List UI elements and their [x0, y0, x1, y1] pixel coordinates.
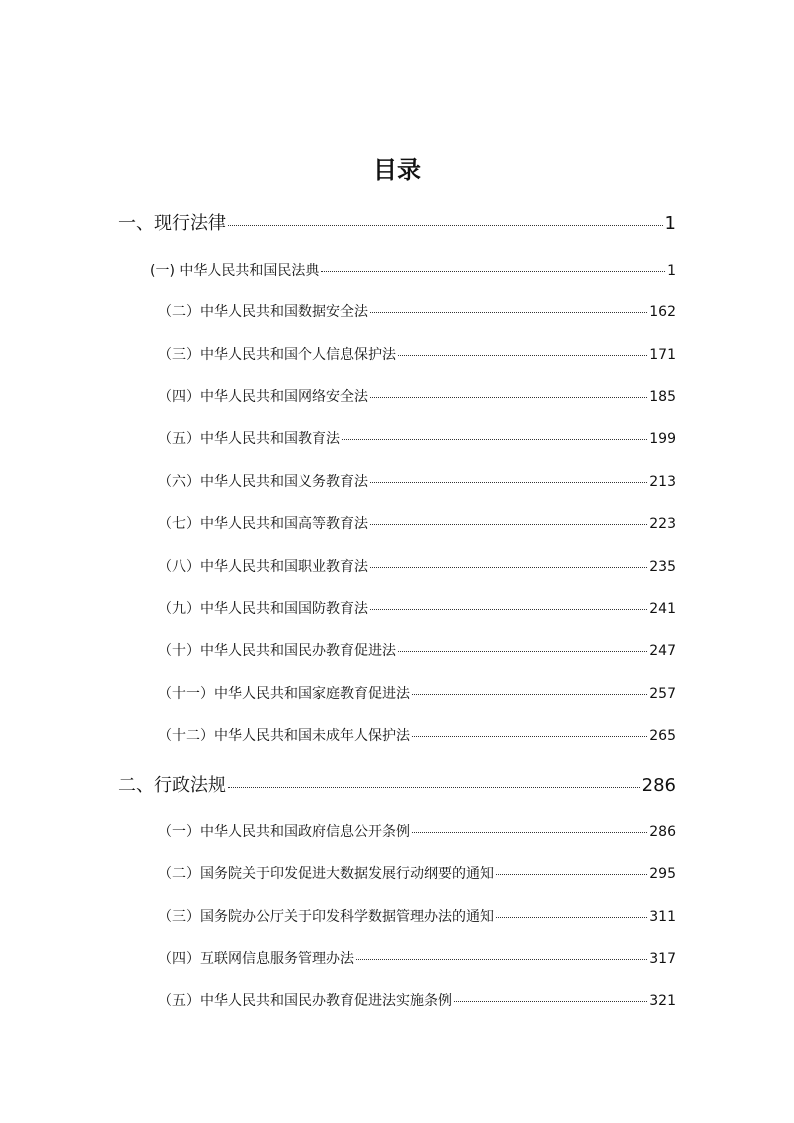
toc-item[interactable]	[158, 949, 676, 969]
toc-item[interactable]	[158, 684, 676, 704]
toc-item[interactable]	[158, 822, 676, 842]
toc-item-label: （九）中华人民共和国国防教育法	[158, 601, 368, 617]
toc-section-label: 二、行政法规	[118, 775, 226, 796]
toc-item-label: （五）中华人民共和国民办教育促进法实施条例	[158, 993, 452, 1009]
toc-item[interactable]	[158, 641, 676, 661]
toc-page-number: 265	[649, 728, 676, 744]
dot-leader	[321, 271, 665, 272]
toc-item-label: (一) 中华人民共和国民法典	[150, 263, 320, 279]
toc-item-label: （十）中华人民共和国民办教育促进法	[158, 643, 396, 659]
toc-item[interactable]	[158, 429, 676, 449]
dot-leader	[496, 874, 647, 875]
toc-page-number: 321	[649, 993, 676, 1009]
dot-leader	[370, 312, 647, 313]
toc-item-label: （二）中华人民共和国数据安全法	[158, 304, 368, 320]
toc-page-number: 171	[649, 347, 676, 363]
toc-item-label: （十二）中华人民共和国未成年人保护法	[158, 728, 410, 744]
dot-leader	[496, 917, 647, 918]
toc-item-label: （四）互联网信息服务管理办法	[158, 951, 354, 967]
toc-page-number: 311	[649, 909, 676, 925]
dot-leader	[398, 355, 647, 356]
toc-item-label: （五）中华人民共和国教育法	[158, 431, 340, 447]
dot-leader	[370, 609, 647, 610]
dot-leader	[412, 832, 647, 833]
toc-page-number: 257	[649, 686, 676, 702]
toc-page-number: 199	[649, 431, 676, 447]
toc-section-1[interactable]	[118, 212, 676, 236]
dot-leader	[356, 959, 647, 960]
toc-item[interactable]	[158, 514, 676, 534]
toc-page-number: 1	[667, 263, 676, 279]
toc-item-label: （三）中华人民共和国个人信息保护法	[158, 347, 396, 363]
toc-item-label: （六）中华人民共和国义务教育法	[158, 474, 368, 490]
dot-leader	[370, 482, 647, 483]
toc-item[interactable]	[158, 726, 676, 746]
toc-page-number: 213	[649, 474, 676, 490]
toc-item[interactable]	[158, 345, 676, 365]
dot-leader	[412, 736, 647, 737]
toc-item[interactable]	[158, 557, 676, 577]
dot-leader	[398, 651, 647, 652]
toc-page-number: 185	[649, 389, 676, 405]
toc-item-label: （二）国务院关于印发促进大数据发展行动纲要的通知	[158, 866, 494, 882]
dot-leader	[342, 439, 647, 440]
toc-page-number: 223	[649, 516, 676, 532]
toc-item-label: （四）中华人民共和国网络安全法	[158, 389, 368, 405]
toc-item[interactable]	[158, 387, 676, 407]
toc-section-2[interactable]	[118, 774, 676, 798]
dot-leader	[228, 787, 640, 788]
toc-page-number: 162	[649, 304, 676, 320]
dot-leader	[412, 694, 647, 695]
toc-item-label: （一）中华人民共和国政府信息公开条例	[158, 824, 410, 840]
toc-item-label: （三）国务院办公厅关于印发科学数据管理办法的通知	[158, 909, 494, 925]
toc-item-label: （十一）中华人民共和国家庭教育促进法	[158, 686, 410, 702]
toc-item-label: （八）中华人民共和国职业教育法	[158, 559, 368, 575]
toc-page-number: 1	[664, 213, 676, 234]
toc-section-label: 一、现行法律	[118, 213, 226, 234]
toc-item-label: （七）中华人民共和国高等教育法	[158, 516, 368, 532]
toc-page-number: 286	[641, 775, 676, 796]
toc-item[interactable]	[150, 261, 676, 281]
toc-page-number: 247	[649, 643, 676, 659]
toc-page-number: 295	[649, 866, 676, 882]
toc-item[interactable]	[158, 472, 676, 492]
toc-page-number: 286	[649, 824, 676, 840]
dot-leader	[370, 397, 647, 398]
toc-item[interactable]	[158, 991, 676, 1011]
page-title: 目录	[373, 156, 421, 184]
dot-leader	[454, 1001, 647, 1002]
toc-item[interactable]	[158, 864, 676, 884]
toc-page-number: 235	[649, 559, 676, 575]
toc-page-number: 317	[649, 951, 676, 967]
dot-leader	[370, 524, 647, 525]
toc-item[interactable]	[158, 599, 676, 619]
toc-item[interactable]	[158, 907, 676, 927]
dot-leader	[370, 567, 647, 568]
toc-page-number: 241	[649, 601, 676, 617]
toc-item[interactable]	[158, 302, 676, 322]
dot-leader	[228, 225, 663, 226]
